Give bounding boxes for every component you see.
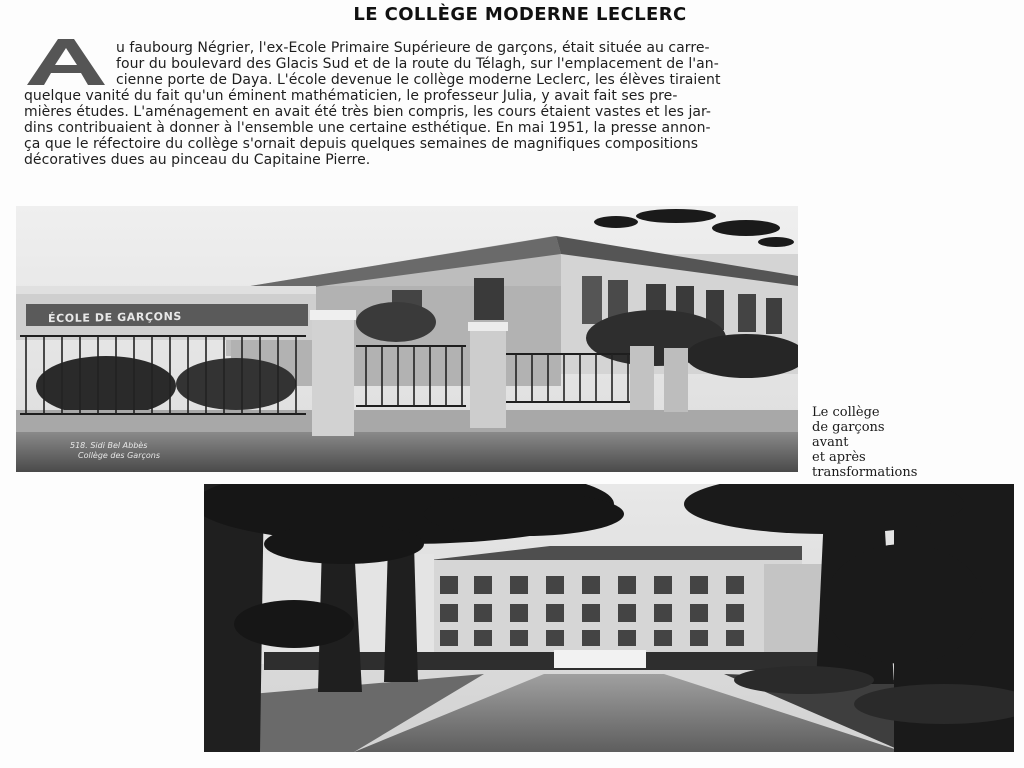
postcard-label-line-1: 518. Sidi Bel Abbès bbox=[70, 441, 148, 450]
article-line-8: décoratives dues au pinceau du Capitaine Pierre. bbox=[24, 152, 371, 168]
article-line-7: ça que le réfectoire du collège s'ornait depuis quelques semaines de magnifiques compositions bbox=[24, 136, 699, 152]
school-sign-text: ÉCOLE DE GARÇONS bbox=[48, 309, 182, 326]
caption-line-1: Le collège bbox=[812, 405, 880, 420]
caption-line-3: avant bbox=[812, 435, 849, 450]
photo-caption bbox=[812, 405, 917, 480]
article-line-4: quelque vanité du fait qu'un éminent mathématicien, le professeur Julia, y avait fait ses pre- bbox=[24, 88, 678, 104]
article-line-2: four du boulevard des Glacis Sud et de la route du Télagh, sur l'emplacement de l'an- bbox=[116, 56, 719, 72]
caption-line-2: de garçons bbox=[812, 420, 885, 435]
article-line-3: cienne porte de Daya. L'école devenue le collège moderne Leclerc, les élèves tiraient bbox=[116, 72, 721, 88]
article-line-1: u faubourg Négrier, l'ex-Ecole Primaire Supérieure de garçons, était située au carre- bbox=[116, 40, 710, 56]
postcard-label-line-2: Collège des Garçons bbox=[78, 451, 161, 460]
article-line-5: mières études. L'aménagement en avait été très bien compris, les cours étaient vastes et les jar- bbox=[24, 104, 712, 120]
caption-line-5: transformations bbox=[812, 465, 918, 480]
dropcap-letter bbox=[24, 37, 108, 87]
photo-school-after bbox=[204, 484, 1014, 752]
photo-school-before bbox=[16, 206, 798, 472]
article-title: LE COLLÈGE MODERNE LECLERC bbox=[353, 4, 687, 25]
article-line-6: dins contribuaient à donner à l'ensemble une certaine esthétique. En mai 1951, la presse annon- bbox=[24, 120, 711, 136]
caption-line-4: et après bbox=[812, 450, 866, 465]
